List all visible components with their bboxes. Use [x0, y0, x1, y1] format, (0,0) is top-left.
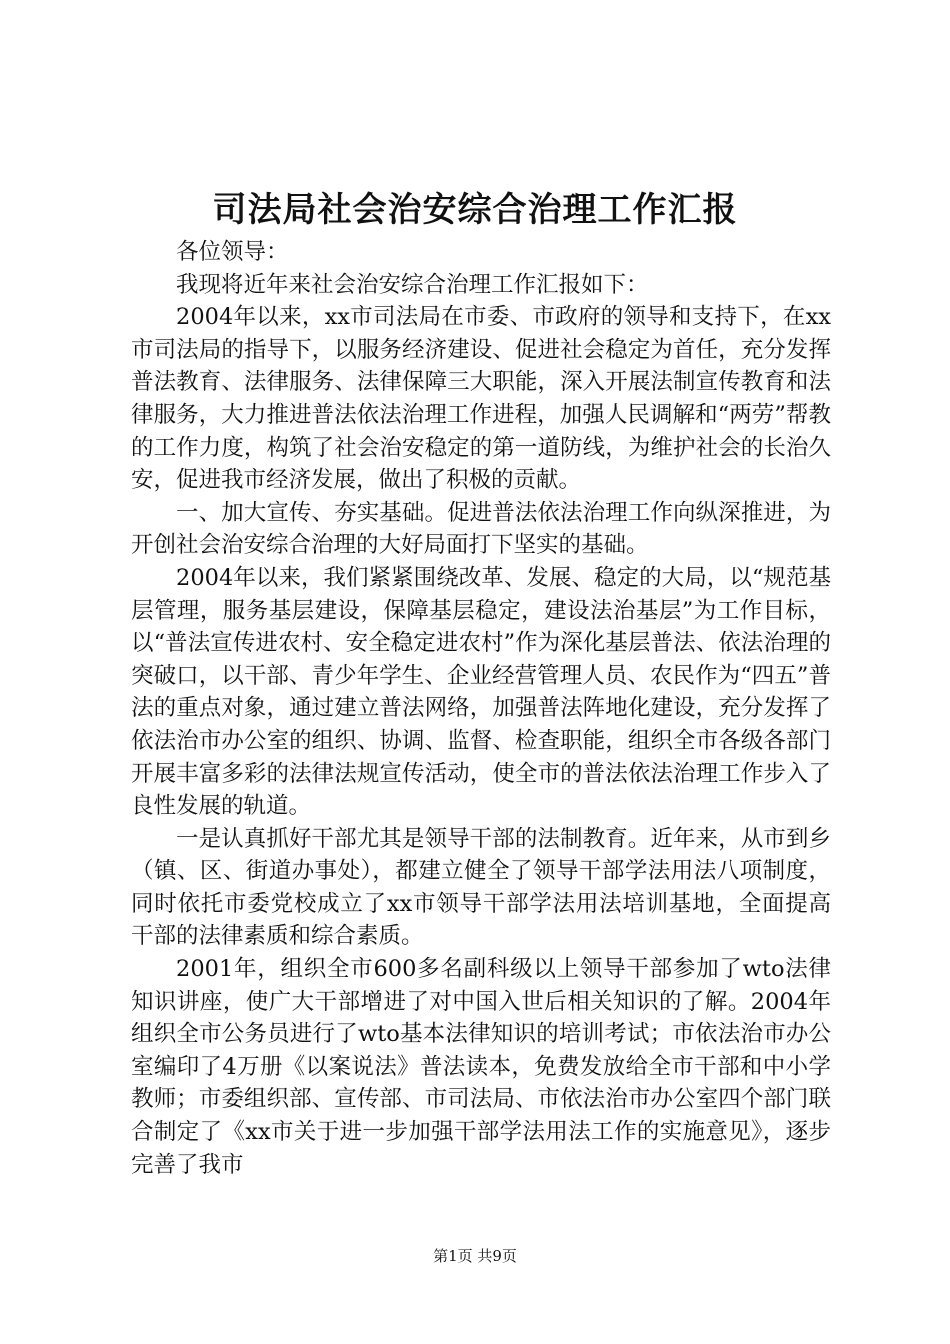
salutation-paragraph: 各位领导： [176, 239, 289, 265]
body-paragraph: 一是认真抓好干部尤其是领导干部的法制教育。近年来，从市到乡（镇、区、街道办事处），都建立健全了领导干部学法用法八项制度，同时依托市委党校成立了xx市领导干部学法用法培训基地，全面提高干部的法律素质和综合素质。 [131, 825, 831, 950]
section-heading-paragraph: 一、加大宣传、夯实基础。促进普法依法治理工作向纵深推进，为开创社会治安综合治理的大好局面打下坚实的基础。 [131, 499, 831, 559]
intro-paragraph: 我现将近年来社会治安综合治理工作汇报如下： [176, 271, 649, 298]
body-paragraph: 2004年以来，我们紧紧围绕改革、发展、稳定的大局，以“规范基层管理，服务基层建设，保障基层稳定，建设法治基层”为工作目标，以“普法宣传进农村、安全稳定进农村”作为深化基层普法、依法治理的突破口，以干部、青少年学生、企业经营管理人员、农民作为“四五”普法的重点对象，通过建立普法网络，加强普法阵地化建设，充分发挥了依法治市办公室的组织、协调、监督、检查职能，组织全市各级各部门开展丰富多彩的法律法规宣传活动，使全市的普法依法治理工作步入了良性发展的轨道。 [131, 564, 831, 820]
page-footer: 第1页 共9页 [433, 1247, 517, 1265]
body-paragraph: 2004年以来，xx市司法局在市委、市政府的领导和支持下，在xx市司法局的指导下，以服务经济建设、促进社会稳定为首任，充分发挥普法教育、法律服务、法律保障三大职能，深入开展法制宣传教育和法律服务，大力推进普法依法治理工作进程，加强人民调解和“两劳”帮教的工作力度，构筑了社会治安稳定的第一道防线，为维护社会的长治久安，促进我市经济发展，做出了积极的贡献。 [131, 304, 831, 494]
document-title: 司法局社会治安综合治理工作汇报 [212, 190, 738, 230]
body-paragraph: 2001年，组织全市600多名副科级以上领导干部参加了wto法律知识讲座，使广大干部增进了对中国入世后相关知识的了解。2004年组织全市公务员进行了wto基本法律知识的培训考试；市依法治市办公室编印了4万册《以案说法》普法读本，免费发放给全市干部和中小学教师；市委组织部、宣传部、市司法局、市依法治市办公室四个部门联合制定了《xx市关于进一步加强干部学法用法工作的实施意见》，逐步完善了我市 [131, 956, 831, 1178]
document-body [131, 236, 831, 1181]
